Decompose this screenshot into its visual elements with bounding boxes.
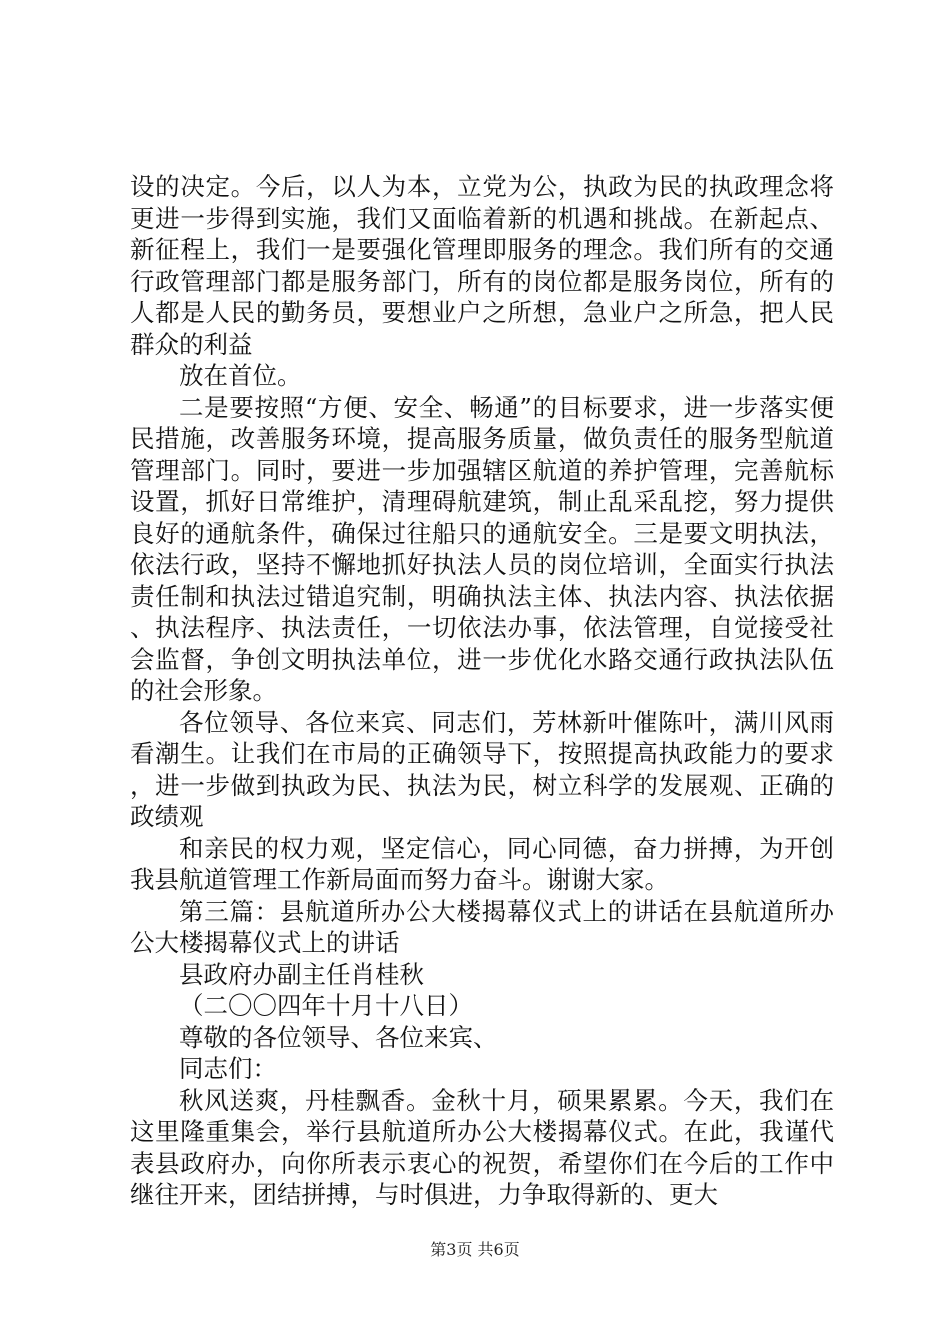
section-heading: 第三篇：县航道所办公大楼揭幕仪式上的讲话在县航道所办公大楼揭幕仪式上的讲话 xyxy=(130,896,834,957)
speaker-line: 县政府办副主任肖桂秋 xyxy=(179,959,424,989)
document-body xyxy=(130,171,834,1211)
paragraph-3: 二是要按照“方便、安全、畅通”的目标要求，进一步落实便民措施，改善服务环境，提高服务质量，做负责任的服务型航道管理部门。同时，要进一步加强辖区航道的养护管理，完善航标设置，抓好日常维护，清理碍航建筑，制止乱采乱挖，努力提供良好的通航条件，确保过往船只的通航安全。三是要文明执法，依法行政，坚持不懈地抓好执法人员的岗位培训，全面实行执法责任制和执法过错追究制，明确执法主体、执法内容、执法依据、执法程序、执法责任，一切依法办事，依法管理，自觉接受社会监督，争创文明执法单位，进一步优化水路交通行政执法队伍的社会形象。 xyxy=(130,392,834,705)
paragraph-11: 秋风送爽，丹桂飘香。金秋十月，硕果累累。今天，我们在这里隆重集会，举行县航道所办公大楼揭幕仪式。在此，我谨代表县政府办，向你所表示衷心的祝贺，希望你们在今后的工作中继往开来，团结拼搏，与时俱进，力争取得新的、更大 xyxy=(130,1085,834,1209)
page-number-footer: 第3页 共6页 xyxy=(430,1240,520,1259)
paragraph-1: 设的决定。今后，以人为本，立党为公，执政为民的执政理念将更进一步得到实施，我们又面临着新的机遇和挑战。在新起点、新征程上，我们一是要强化管理即服务的理念。我们所有的交通行政管理部门都是服务部门，所有的岗位都是服务岗位，所有的人都是人民的勤务员，要想业户之所想，急业户之所急，把人民群众的利益 xyxy=(130,172,834,359)
paragraph-2: 放在首位。 xyxy=(179,361,302,390)
paragraph-5: 和亲民的权力观，坚定信心，同心同德，奋力拼搏，为开创我县航道管理工作新局面而努力奋斗。谢谢大家。 xyxy=(130,833,834,894)
date-line: （二〇〇四年十月十八日） xyxy=(179,991,473,1020)
salutation-line-1: 尊敬的各位领导、各位来宾、 xyxy=(179,1022,498,1052)
paragraph-4: 各位领导、各位来宾、同志们，芳林新叶催陈叶，满川风雨看潮生。让我们在市局的正确领导下，按照提高执政能力的要求，进一步做到执政为民、执法为民，树立科学的发展观、正确的政绩观 xyxy=(130,707,834,831)
salutation-line-2: 同志们： xyxy=(179,1054,277,1083)
